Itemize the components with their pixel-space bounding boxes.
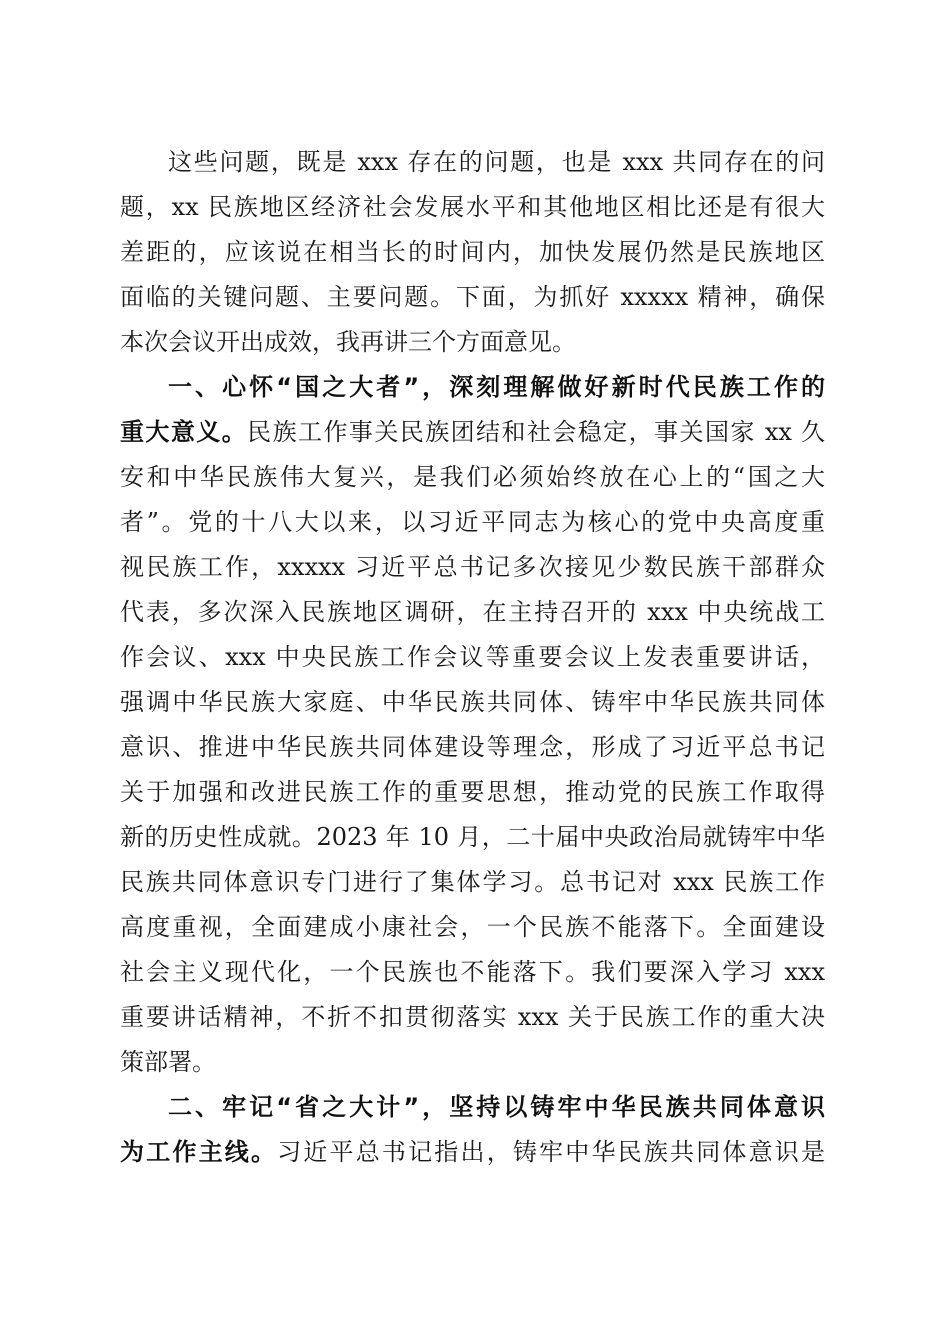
section-2-heading-end: 为工作主线。: [120, 1138, 278, 1166]
section-1-line-2-text: 民族工作事关民族团结和社会稳定，事关国家 xx 久: [247, 418, 826, 446]
section-2-line-2-text: 习近平总书记指出，铸牢中华民族共同体意识是: [277, 1138, 826, 1166]
paragraph-1-line-4: 面临的关键问题、主要问题。下面，为抓好 xxxxx 精神，确保: [120, 283, 825, 311]
section-1-heading-end: 重大意义。: [120, 418, 248, 446]
section-1-line-9: 意识、推进中华民族共同体建设等理念，形成了习近平总书记: [120, 733, 825, 761]
section-1-line-4: 者”。党的十八大以来，以习近平同志为核心的党中央高度重: [120, 508, 825, 536]
paragraph-1-line-5: 本次会议开出成效，我再讲三个方面意见。: [120, 328, 576, 356]
paragraph-1-line-3: 差距的，应该说在相当长的时间内，加快发展仍然是民族地区: [120, 238, 825, 266]
section-1-line-7: 作会议、xxx 中央民族工作会议等重要会议上发表重要讲话，: [120, 643, 825, 671]
section-1-line-15: 重要讲话精神，不折不扣贯彻落实 xxx 关于民族工作的重大决: [120, 1003, 825, 1031]
section-1-line-6: 代表，多次深入民族地区调研，在主持召开的 xxx 中央统战工: [120, 598, 825, 626]
section-1-heading: 一、心怀“国之大者”，深刻理解做好新时代民族工作的: [168, 373, 825, 401]
section-1-line-13: 高度重视，全面建成小康社会，一个民族不能落下。全面建设: [120, 913, 825, 941]
section-1-line-11: 新的历史性成就。2023 年 10 月，二十届中央政治局就铸牢中华: [120, 823, 825, 851]
section-2-line-2: [120, 1132, 825, 1172]
section-1-line-5: 视民族工作，xxxxx 习近平总书记多次接见少数民族干部群众: [120, 553, 825, 581]
section-1-line-8: 强调中华民族大家庭、中华民族共同体、铸牢中华民族共同体: [120, 688, 825, 716]
paragraph-1-line-1: 这些问题，既是 xxx 存在的问题，也是 xxx 共同存在的问: [168, 148, 825, 176]
section-2-heading: 二、牢记“省之大计”，坚持以铸牢中华民族共同体意识: [168, 1093, 825, 1121]
section-1-line-2: [120, 412, 825, 452]
paragraph-1-line-2: 题，xx 民族地区经济社会发展水平和其他地区相比还是有很大: [120, 193, 825, 221]
section-1-line-12: 民族共同体意识专门进行了集体学习。总书记对 xxx 民族工作: [120, 868, 825, 896]
section-1-line-16: 策部署。: [120, 1048, 216, 1076]
section-1-line-10: 关于加强和改进民族工作的重要思想，推动党的民族工作取得: [120, 778, 825, 806]
section-1-line-14: 社会主义现代化，一个民族也不能落下。我们要深入学习 xxx: [120, 958, 825, 986]
section-1-line-3: 安和中华民族伟大复兴，是我们必须始终放在心上的“国之大: [120, 463, 825, 491]
